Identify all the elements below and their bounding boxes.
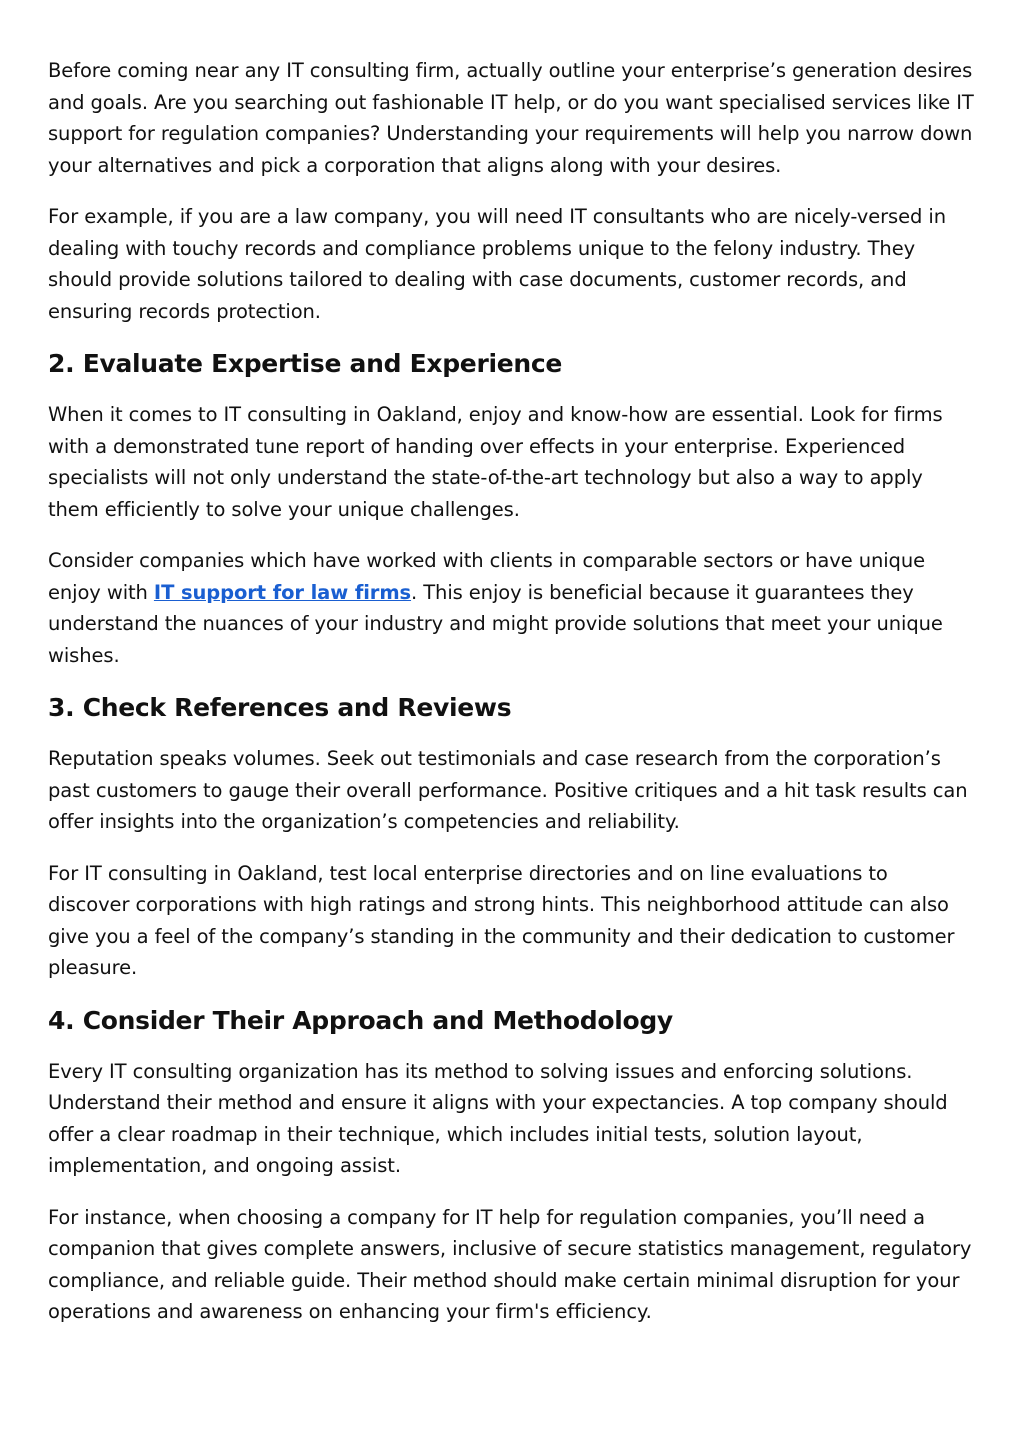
section-3-paragraph-1: Reputation speaks volumes. Seek out testimonials and case research from the corporation’s past customers to gauge their overall performance. Positive critiques and a hit task results can offer insights into the organization’s competencies and reliability. xyxy=(48,747,968,833)
section-2-paragraph-2-tail: . This enjoy is beneficial because it guarantees they understand the nuances of your industry and might provide solutions that meet your unique wishes. xyxy=(48,580,943,667)
section-2-paragraph-2-lead: Consider companies which have worked with clients in comparable sectors or have unique enjoy with xyxy=(48,549,925,604)
section-4-heading: 4. Consider Their Approach and Methodology xyxy=(48,1005,673,1035)
intro-paragraph-2: For example, if you are a law company, you will need IT consultants who are nicely-versed in dealing with touchy records and compliance problems unique to the felony industry. They should provide solutions tailored to dealing with case documents, customer records, and ensuring records protection. xyxy=(48,205,946,323)
section-4-paragraph-2: For instance, when choosing a company for IT help for regulation companies, you’ll need a companion that gives complete answers, inclusive of secure statistics management, regulatory compliance, and reliable guide. Their method should make certain minimal disruption for your operations and awareness on enhancing your firm's efficiency. xyxy=(48,1205,972,1323)
section-3-heading: 3. Check References and Reviews xyxy=(48,693,512,722)
section-2-paragraph-2 xyxy=(48,545,974,671)
section-3-paragraph-2: For IT consulting in Oakland, test local enterprise directories and on line evaluations to discover corporations with high ratings and strong hints. This neighborhood attitude can also give you a feel of the company’s standing in the community and their dedication to customer pleasure. xyxy=(48,861,955,979)
article-body xyxy=(48,55,974,1348)
section-2-heading: 2. Evaluate Expertise and Experience xyxy=(48,349,563,378)
intro-paragraph-1: Before coming near any IT consulting firm, actually outline your enterprise’s generation desires and goals. Are you searching out fashionable IT help, or do you want specialised services like IT support for regulation companies? Understanding your requirements will help you narrow down your alternatives and pick a corporation that aligns along with your desires. xyxy=(48,59,974,177)
it-support-law-firms-link[interactable]: IT support for law firms xyxy=(153,580,412,604)
section-4-paragraph-1: Every IT consulting organization has its method to solving issues and enforcing solutions. Understand their method and ensure it aligns with your expectancies. A top company should offer a clear roadmap in their technique, which includes initial tests, solution layout, implementation, and ongoing assist. xyxy=(48,1059,948,1177)
section-2-paragraph-1: When it comes to IT consulting in Oakland, enjoy and know-how are essential. Look for firms with a demonstrated tune report of handing over effects in your enterprise. Experienced specialists will not only understand the state-of-the-art technology but also a way to apply them efficiently to solve your unique challenges. xyxy=(48,403,943,521)
